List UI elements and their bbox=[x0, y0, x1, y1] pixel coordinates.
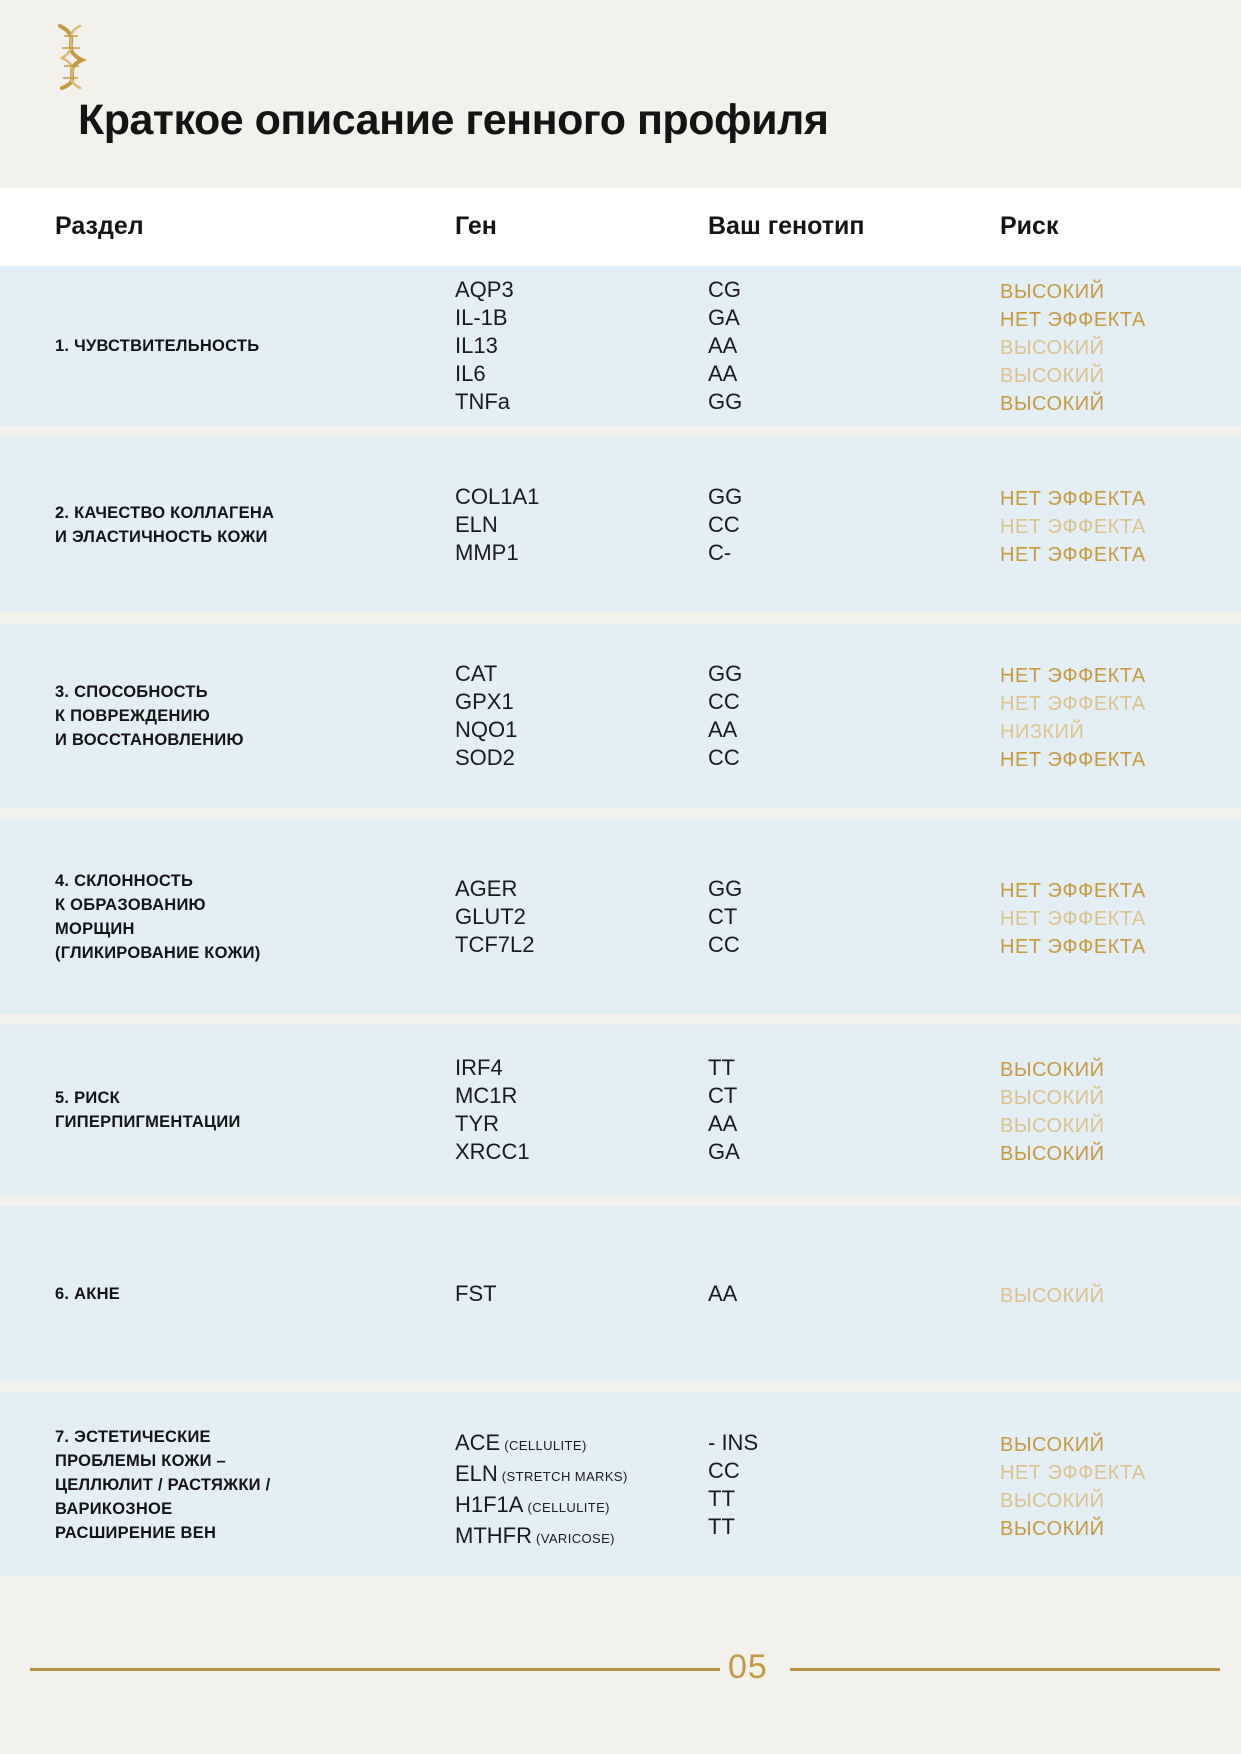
row-section-label: 7. ЭСТЕТИЧЕСКИЕ ПРОБЛЕМЫ КОЖИ – ЦЕЛЛЮЛИТ / РАСТЯЖКИ / ВАРИКОЗНОЕ РАСШИРЕНИЕ ВЕН bbox=[55, 1428, 271, 1542]
row-gene-list bbox=[455, 276, 705, 416]
risk-badge: НЕТ ЭФФЕКТА bbox=[1000, 516, 1146, 538]
table-body bbox=[0, 266, 1241, 1577]
risk-badge: ВЫСОКИЙ bbox=[1000, 1087, 1105, 1109]
row-risk-list bbox=[1000, 278, 1240, 418]
genotype-value: CT bbox=[708, 1083, 738, 1108]
row-risk-list bbox=[1000, 485, 1240, 569]
footer-divider-left bbox=[30, 1668, 720, 1671]
genotype-value: AA bbox=[708, 361, 738, 386]
gene-name: H1F1A (CELLULITE) bbox=[455, 1492, 610, 1517]
risk-badge: ВЫСОКИЙ bbox=[1000, 337, 1105, 359]
table-row bbox=[0, 623, 1241, 808]
gene-name: ELN (STRETCH MARKS) bbox=[455, 1461, 628, 1486]
table-row bbox=[0, 819, 1241, 1014]
gene-name: TCF7L2 bbox=[455, 932, 535, 957]
gene-note: (VARICOSE) bbox=[531, 1531, 615, 1546]
gene-name: IL13 bbox=[455, 333, 498, 358]
risk-badge: ВЫСОКИЙ bbox=[1000, 1059, 1105, 1081]
genotype-value: - INS bbox=[708, 1430, 759, 1455]
genotype-value: AA bbox=[708, 1111, 738, 1136]
gene-note: (CELLULITE) bbox=[523, 1500, 610, 1515]
genotype-value: CC bbox=[708, 512, 740, 537]
risk-badge: НЕТ ЭФФЕКТА bbox=[1000, 749, 1146, 771]
risk-badge: НЕТ ЭФФЕКТА bbox=[1000, 1462, 1146, 1484]
risk-badge: НЕТ ЭФФЕКТА bbox=[1000, 309, 1146, 331]
gene-note: (CELLULITE) bbox=[500, 1438, 587, 1453]
table-row bbox=[0, 266, 1241, 426]
risk-badge: ВЫСОКИЙ bbox=[1000, 1285, 1105, 1307]
risk-badge: ВЫСОКИЙ bbox=[1000, 281, 1105, 303]
risk-badge: ВЫСОКИЙ bbox=[1000, 365, 1105, 387]
table-row bbox=[0, 1392, 1241, 1577]
row-genotype-list bbox=[708, 1280, 948, 1308]
column-header-section: Раздел bbox=[55, 212, 144, 240]
page-number: 05 bbox=[728, 1648, 768, 1686]
gene-name: TNFa bbox=[455, 389, 510, 414]
genotype-value: GG bbox=[708, 661, 743, 686]
genotype-value: CC bbox=[708, 745, 740, 770]
table-header-row bbox=[0, 188, 1241, 266]
row-genotype-list bbox=[708, 660, 948, 772]
gene-name: GLUT2 bbox=[455, 904, 526, 929]
risk-badge: НЕТ ЭФФЕКТА bbox=[1000, 693, 1146, 715]
genotype-value: TT bbox=[708, 1514, 735, 1539]
gene-name: MTHFR (VARICOSE) bbox=[455, 1523, 615, 1548]
gene-name: XRCC1 bbox=[455, 1139, 530, 1164]
table-row bbox=[0, 1206, 1241, 1381]
table-row bbox=[0, 1025, 1241, 1195]
column-header-genotype: Ваш генотип bbox=[708, 212, 865, 240]
page-header bbox=[0, 0, 1241, 188]
row-gene-list bbox=[455, 1280, 705, 1308]
table-row bbox=[0, 437, 1241, 612]
row-genotype-list bbox=[708, 875, 948, 959]
genotype-value: CC bbox=[708, 932, 740, 957]
gene-name: ELN bbox=[455, 512, 498, 537]
risk-badge: ВЫСОКИЙ bbox=[1000, 1434, 1105, 1456]
risk-badge: НЕТ ЭФФЕКТА bbox=[1000, 665, 1146, 687]
genotype-value: AA bbox=[708, 717, 738, 742]
gene-name: FST bbox=[455, 1281, 497, 1306]
risk-badge: ВЫСОКИЙ bbox=[1000, 393, 1105, 415]
genotype-value: TT bbox=[708, 1486, 735, 1511]
risk-badge: НИЗКИЙ bbox=[1000, 721, 1085, 743]
row-risk-list bbox=[1000, 1282, 1240, 1310]
row-section-label: 2. КАЧЕСТВО КОЛЛАГЕНА И ЭЛАСТИЧНОСТЬ КОЖИ bbox=[55, 504, 275, 546]
risk-badge: ВЫСОКИЙ bbox=[1000, 1115, 1105, 1137]
genotype-value: AA bbox=[708, 333, 738, 358]
footer-divider-right bbox=[790, 1668, 1220, 1671]
genotype-value: GA bbox=[708, 305, 740, 330]
column-header-gene: Ген bbox=[455, 212, 497, 240]
row-gene-list bbox=[455, 1429, 705, 1553]
risk-badge: НЕТ ЭФФЕКТА bbox=[1000, 544, 1146, 566]
gene-name: TYR bbox=[455, 1111, 499, 1136]
row-gene-list bbox=[455, 875, 705, 959]
gene-name: NQO1 bbox=[455, 717, 518, 742]
risk-badge: НЕТ ЭФФЕКТА bbox=[1000, 880, 1146, 902]
gene-note: (STRETCH MARKS) bbox=[497, 1469, 628, 1484]
gene-name: IRF4 bbox=[455, 1055, 503, 1080]
genotype-value: GG bbox=[708, 876, 743, 901]
gene-name: MMP1 bbox=[455, 540, 519, 565]
genotype-value: GG bbox=[708, 484, 743, 509]
gene-name: MC1R bbox=[455, 1083, 518, 1108]
gene-name: COL1A1 bbox=[455, 484, 540, 509]
risk-badge: ВЫСОКИЙ bbox=[1000, 1143, 1105, 1165]
page-title: Краткое описание генного профиля bbox=[78, 96, 829, 144]
row-section-label: 3. СПОСОБНОСТЬ К ПОВРЕЖДЕНИЮ И ВОССТАНОВЛЕНИЮ bbox=[55, 683, 244, 749]
gene-name: SOD2 bbox=[455, 745, 515, 770]
dna-helix-icon bbox=[46, 22, 98, 90]
gene-profile-table bbox=[0, 188, 1241, 1588]
genotype-value: CG bbox=[708, 277, 741, 302]
page-footer bbox=[0, 1644, 1241, 1754]
gene-name: IL6 bbox=[455, 361, 486, 386]
risk-badge: НЕТ ЭФФЕКТА bbox=[1000, 908, 1146, 930]
genotype-value: C- bbox=[708, 540, 732, 565]
risk-badge: НЕТ ЭФФЕКТА bbox=[1000, 936, 1146, 958]
row-risk-list bbox=[1000, 877, 1240, 961]
row-risk-list bbox=[1000, 662, 1240, 774]
row-genotype-list bbox=[708, 1429, 948, 1541]
row-gene-list bbox=[455, 660, 705, 772]
gene-name: IL-1B bbox=[455, 305, 508, 330]
row-genotype-list bbox=[708, 1054, 948, 1166]
row-section-label: 5. РИСК ГИПЕРПИГМЕНТАЦИИ bbox=[55, 1089, 241, 1131]
genotype-value: CC bbox=[708, 689, 740, 714]
risk-badge: НЕТ ЭФФЕКТА bbox=[1000, 488, 1146, 510]
gene-name: AQP3 bbox=[455, 277, 514, 302]
row-gene-list bbox=[455, 483, 705, 567]
genotype-value: CC bbox=[708, 1458, 740, 1483]
genotype-value: CT bbox=[708, 904, 738, 929]
row-section-label: 6. АКНЕ bbox=[55, 1285, 121, 1303]
row-genotype-list bbox=[708, 276, 948, 416]
genotype-value: TT bbox=[708, 1055, 735, 1080]
gene-name: AGER bbox=[455, 876, 518, 901]
genotype-value: AA bbox=[708, 1281, 738, 1306]
row-section-label: 4. СКЛОННОСТЬ К ОБРАЗОВАНИЮ МОРЩИН (ГЛИКИРОВАНИЕ КОЖИ) bbox=[55, 872, 261, 962]
risk-badge: ВЫСОКИЙ bbox=[1000, 1490, 1105, 1512]
gene-name: GPX1 bbox=[455, 689, 514, 714]
row-genotype-list bbox=[708, 483, 948, 567]
genotype-value: GG bbox=[708, 389, 743, 414]
risk-badge: ВЫСОКИЙ bbox=[1000, 1518, 1105, 1540]
row-section-label: 1. ЧУВСТВИТЕЛЬНОСТЬ bbox=[55, 337, 260, 355]
genotype-value: GA bbox=[708, 1139, 740, 1164]
gene-name: CAT bbox=[455, 661, 498, 686]
row-risk-list bbox=[1000, 1056, 1240, 1168]
column-header-risk: Риск bbox=[1000, 212, 1059, 240]
gene-name: ACE (CELLULITE) bbox=[455, 1430, 587, 1455]
row-risk-list bbox=[1000, 1431, 1240, 1543]
row-gene-list bbox=[455, 1054, 705, 1166]
